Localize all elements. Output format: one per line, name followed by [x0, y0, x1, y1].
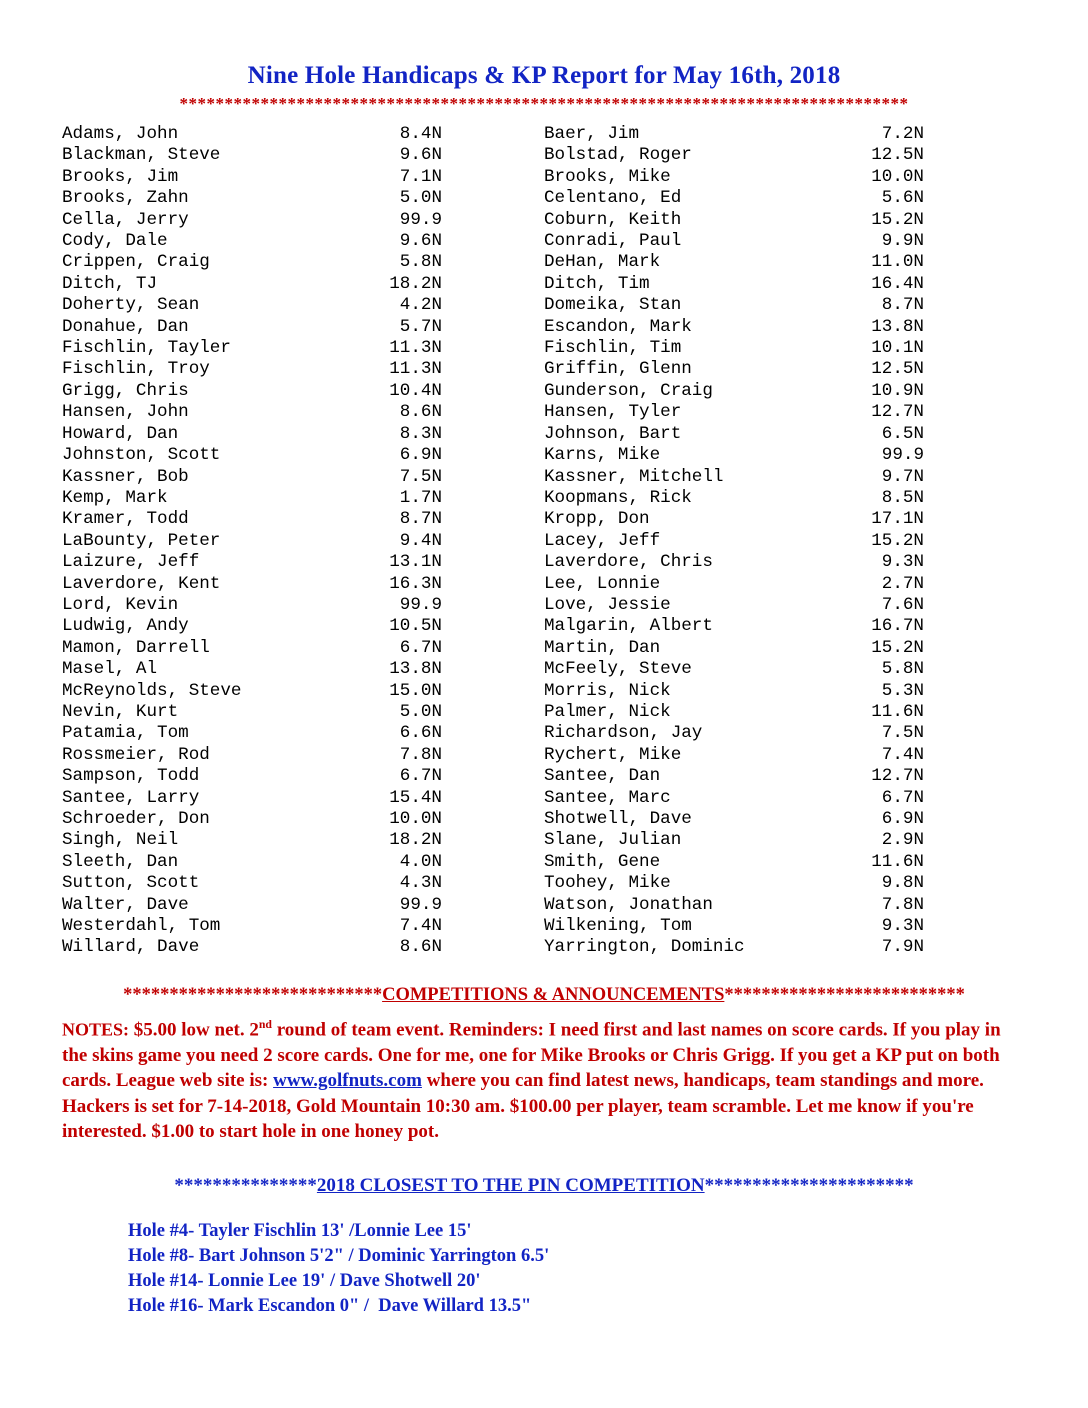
player-handicap: 6.6N [399, 723, 442, 744]
roster-entry-left [62, 681, 544, 702]
roster-entry-right [544, 595, 1026, 616]
player-name: Brooks, Zahn [62, 188, 189, 209]
player-name: Ditch, TJ [62, 273, 158, 294]
roster-entry-left [62, 574, 544, 595]
player-handicap: 7.5N [399, 466, 442, 487]
roster-entry-right [544, 616, 1026, 637]
roster-row [62, 274, 1026, 295]
roster-row [62, 359, 1026, 380]
player-handicap: 2.9N [881, 830, 924, 851]
roster-row [62, 616, 1026, 637]
player-name: Malgarin, Albert [544, 616, 713, 637]
roster-row [62, 424, 1026, 445]
player-name: Doherty, Sean [62, 295, 200, 316]
player-handicap: 7.8N [881, 894, 924, 915]
player-name: Johnson, Bart [544, 423, 682, 444]
player-name: Yarrington, Dominic [544, 937, 745, 958]
roster-entry-right [544, 402, 1026, 423]
roster-entry-right [544, 424, 1026, 445]
player-name: Palmer, Nick [544, 701, 671, 722]
roster-entry-right [544, 895, 1026, 916]
roster-entry-left [62, 509, 544, 530]
roster-row [62, 595, 1026, 616]
player-name: Cella, Jerry [62, 209, 189, 230]
player-handicap: 18.2N [389, 830, 442, 851]
ctp-line: Hole #8- Bart Johnson 5'2" / Dominic Yarrington 6.5' [128, 1245, 550, 1266]
roster-row [62, 402, 1026, 423]
roster-entry-right [544, 873, 1026, 894]
player-name: Kassner, Bob [62, 466, 189, 487]
player-name: Celentano, Ed [544, 188, 682, 209]
roster-entry-left [62, 317, 544, 338]
roster-entry-left [62, 488, 544, 509]
player-name: Martin, Dan [544, 637, 661, 658]
player-name: Smith, Gene [544, 851, 661, 872]
roster-entry-left [62, 124, 544, 145]
roster-entry-left [62, 937, 544, 958]
roster-row [62, 873, 1026, 894]
roster-entry-right [544, 766, 1026, 787]
player-name: Cody, Dale [62, 231, 168, 252]
roster-entry-right [544, 574, 1026, 595]
player-handicap: 16.3N [389, 573, 442, 594]
player-name: Westerdahl, Tom [62, 916, 221, 937]
notes-part1: $5.00 low net. 2 [129, 1019, 259, 1041]
notes-part2: round of team event. Reminders: I need first and last names on score cards. If you play in the skins game you need 2 score cards. One for me, one for Mike Brooks or Chris Grigg. If you get a KP put on both cards. League web site is: [62, 1019, 1001, 1092]
stars-left: **************************** [123, 984, 383, 1005]
roster-row [62, 509, 1026, 530]
roster-entry-right [544, 702, 1026, 723]
roster-entry-left [62, 252, 544, 273]
roster-row [62, 574, 1026, 595]
roster-entry-left [62, 381, 544, 402]
player-name: Watson, Jonathan [544, 894, 713, 915]
player-name: Schroeder, Don [62, 809, 210, 829]
roster-row [62, 295, 1026, 316]
player-handicap: 9.3N [881, 552, 924, 573]
player-handicap: 6.7N [881, 787, 924, 808]
roster-entry-left [62, 552, 544, 573]
player-handicap: 10.5N [389, 616, 442, 637]
roster-entry-right [544, 381, 1026, 402]
roster-entry-left [62, 659, 544, 680]
player-handicap: 9.6N [399, 231, 442, 252]
roster-entry-right [544, 317, 1026, 338]
roster-entry-right [544, 509, 1026, 530]
roster-entry-right [544, 124, 1026, 145]
player-handicap: 8.6N [399, 402, 442, 423]
roster-entry-right [544, 231, 1026, 252]
ctp-stars-right: ********************** [704, 1174, 914, 1196]
roster-entry-right [544, 531, 1026, 552]
player-handicap: 5.0N [399, 701, 442, 722]
player-name: Ditch, Tim [544, 273, 650, 294]
ctp-heading [0, 1175, 1088, 1197]
player-name: Blackman, Steve [62, 145, 221, 166]
ctp-line: Hole #16- Mark Escandon 0" / Dave Willard 13.5" [128, 1295, 532, 1316]
player-name: Conradi, Paul [544, 231, 682, 252]
player-name: Lee, Lonnie [544, 573, 661, 594]
roster-entry-left [62, 745, 544, 766]
player-handicap: 11.0N [871, 252, 924, 273]
player-handicap: 10.0N [871, 166, 924, 187]
player-handicap: 9.7N [881, 466, 924, 487]
roster-row [62, 445, 1026, 466]
player-handicap: 9.9N [881, 231, 924, 252]
player-handicap: 13.8N [871, 316, 924, 337]
player-name: Sampson, Todd [62, 766, 200, 787]
roster-entry-left [62, 638, 544, 659]
roster-entry-left [62, 873, 544, 894]
page-title: Nine Hole Handicaps & KP Report for May 16th, 2018 [247, 62, 841, 89]
player-name: Koopmans, Rick [544, 487, 692, 508]
roster-entry-left [62, 359, 544, 380]
player-name: Richardson, Jay [544, 723, 703, 744]
roster-row [62, 766, 1026, 787]
player-name: Love, Jessie [544, 594, 671, 615]
roster-row [62, 809, 1026, 830]
player-name: Sleeth, Dan [62, 851, 179, 872]
player-handicap: 13.1N [389, 552, 442, 573]
player-handicap: 7.8N [399, 744, 442, 765]
roster-row [62, 188, 1026, 209]
player-handicap: 7.4N [881, 744, 924, 765]
player-handicap: 12.7N [871, 402, 924, 423]
player-handicap: 6.9N [399, 445, 442, 466]
player-name: Johnston, Scott [62, 445, 221, 466]
roster-entry-left [62, 766, 544, 787]
roster-row [62, 252, 1026, 273]
roster-entry-left [62, 295, 544, 316]
player-name: Ludwig, Andy [62, 616, 189, 637]
player-name: Hansen, Tyler [544, 402, 682, 423]
player-handicap: 16.4N [871, 273, 924, 294]
roster-entry-left [62, 852, 544, 873]
ctp-results-list [0, 1219, 1088, 1319]
roster-entry-left [62, 830, 544, 851]
player-handicap: 5.8N [881, 659, 924, 680]
roster-entry-right [544, 638, 1026, 659]
player-handicap: 12.5N [871, 145, 924, 166]
player-handicap: 7.4N [399, 916, 442, 937]
roster-row [62, 488, 1026, 509]
player-name: Laverdore, Kent [62, 573, 221, 594]
player-handicap: 15.4N [389, 787, 442, 808]
player-name: Patamia, Tom [62, 723, 189, 744]
roster-entry-left [62, 788, 544, 809]
player-name: Bolstad, Roger [544, 145, 692, 166]
player-name: Lord, Kevin [62, 594, 179, 615]
player-handicap: 11.3N [389, 359, 442, 380]
player-name: Shotwell, Dave [544, 809, 692, 829]
player-name: Brooks, Jim [62, 166, 179, 187]
player-handicap: 4.2N [399, 295, 442, 316]
player-name: Kramer, Todd [62, 509, 189, 530]
roster-entry-left [62, 809, 544, 830]
player-name: Kropp, Don [544, 509, 650, 530]
player-handicap: 7.9N [881, 937, 924, 958]
notes-ordinal-suffix: nd [258, 1017, 272, 1031]
player-name: Escandon, Mark [544, 316, 692, 337]
roster-entry-right [544, 445, 1026, 466]
player-name: Laverdore, Chris [544, 552, 713, 573]
player-handicap: 10.0N [389, 809, 442, 829]
player-name: Sutton, Scott [62, 873, 200, 894]
roster-entry-left [62, 231, 544, 252]
player-handicap: 8.6N [399, 937, 442, 958]
player-name: Laizure, Jeff [62, 552, 200, 573]
player-name: Coburn, Keith [544, 209, 682, 230]
player-name: LaBounty, Peter [62, 530, 221, 551]
player-handicap: 10.1N [871, 338, 924, 359]
player-handicap: 9.4N [399, 530, 442, 551]
player-name: Fischlin, Troy [62, 359, 210, 380]
player-name: Rychert, Mike [544, 744, 682, 765]
roster-entry-right [544, 167, 1026, 188]
roster-row [62, 916, 1026, 937]
roster-row [62, 937, 1026, 958]
roster-entry-left [62, 616, 544, 637]
player-name: McFeely, Steve [544, 659, 692, 680]
roster-row [62, 124, 1026, 145]
player-name: Masel, Al [62, 659, 158, 680]
roster-entry-left [62, 338, 544, 359]
roster-row [62, 638, 1026, 659]
player-name: Morris, Nick [544, 680, 671, 701]
player-handicap: 5.7N [399, 316, 442, 337]
player-name: DeHan, Mark [544, 252, 661, 273]
roster-entry-left [62, 402, 544, 423]
roster-entry-right [544, 745, 1026, 766]
roster-entry-left [62, 916, 544, 937]
player-handicap: 10.9N [871, 380, 924, 401]
roster-row [62, 681, 1026, 702]
notes-part3: where you can find latest news, handicaps, team standings and more. Hackers is set for 7-14-2018, Gold Mountain 10:30 am. $100.00 per player, team scramble. Let me know if you're interested. $1.00 to start hole in one honey pot. [62, 1070, 984, 1143]
player-handicap: 4.3N [399, 873, 442, 894]
player-name: Fischlin, Tim [544, 338, 682, 359]
player-handicap: 10.4N [389, 380, 442, 401]
player-handicap: 15.2N [871, 209, 924, 230]
roster-entry-right [544, 488, 1026, 509]
player-name: Santee, Dan [544, 766, 661, 787]
player-handicap: 9.6N [399, 145, 442, 166]
roster-row [62, 210, 1026, 231]
ctp-line: Hole #4- Tayler Fischlin 13' /Lonnie Lee 15' [128, 1220, 472, 1241]
roster-entry-right [544, 937, 1026, 958]
player-name: Karns, Mike [544, 445, 661, 466]
player-handicap: 9.3N [881, 916, 924, 937]
stars-right: ************************** [724, 984, 965, 1005]
roster-entry-left [62, 210, 544, 231]
player-handicap: 15.0N [389, 680, 442, 701]
player-handicap: 99.9 [881, 445, 924, 466]
player-handicap: 5.3N [881, 680, 924, 701]
player-name: Grigg, Chris [62, 380, 189, 401]
player-name: McReynolds, Steve [62, 680, 242, 701]
roster-entry-left [62, 188, 544, 209]
player-handicap: 15.2N [871, 637, 924, 658]
roster-row [62, 145, 1026, 166]
player-handicap: 5.6N [881, 188, 924, 209]
player-handicap: 7.6N [881, 594, 924, 615]
player-handicap: 7.2N [881, 124, 924, 144]
roster-row [62, 830, 1026, 851]
roster-entry-right [544, 788, 1026, 809]
roster-row [62, 702, 1026, 723]
player-handicap: 13.8N [389, 659, 442, 680]
roster-entry-left [62, 467, 544, 488]
player-name: Donahue, Dan [62, 316, 189, 337]
roster-entry-right [544, 681, 1026, 702]
roster-entry-right [544, 145, 1026, 166]
roster-entry-left [62, 145, 544, 166]
player-handicap: 8.3N [399, 423, 442, 444]
roster-row [62, 531, 1026, 552]
notes-label: NOTES: [62, 1019, 130, 1040]
roster-entry-right [544, 338, 1026, 359]
player-name: Toohey, Mike [544, 873, 671, 894]
roster-entry-right [544, 916, 1026, 937]
roster-row [62, 895, 1026, 916]
player-handicap: 17.1N [871, 509, 924, 530]
roster-entry-right [544, 809, 1026, 830]
player-handicap: 5.8N [399, 252, 442, 273]
player-name: Kemp, Mark [62, 487, 168, 508]
player-handicap: 6.5N [881, 423, 924, 444]
player-handicap: 12.7N [871, 766, 924, 787]
player-name: Santee, Marc [544, 787, 671, 808]
player-name: Wilkening, Tom [544, 916, 692, 937]
roster-row [62, 467, 1026, 488]
roster-row [62, 167, 1026, 188]
roster-entry-left [62, 895, 544, 916]
roster-entry-right [544, 188, 1026, 209]
player-handicap: 15.2N [871, 530, 924, 551]
player-name: Mamon, Darrell [62, 637, 210, 658]
roster-entry-right [544, 723, 1026, 744]
player-name: Lacey, Jeff [544, 530, 661, 551]
ctp-line: Hole #14- Lonnie Lee 19' / Dave Shotwell 20' [128, 1270, 481, 1291]
roster-entry-right [544, 295, 1026, 316]
notes-paragraph [0, 1012, 1088, 1145]
player-handicap: 99.9 [399, 894, 442, 915]
star-divider-top: ********************************************************************************* [179, 94, 909, 113]
golfnuts-link[interactable]: www.golfnuts.com [273, 1070, 422, 1092]
roster-entry-right [544, 852, 1026, 873]
roster-row [62, 338, 1026, 359]
player-handicap: 9.8N [881, 873, 924, 894]
roster-entry-left [62, 595, 544, 616]
player-handicap: 11.6N [871, 701, 924, 722]
player-handicap: 12.5N [871, 359, 924, 380]
player-name: Singh, Neil [62, 830, 179, 851]
roster-entry-right [544, 467, 1026, 488]
roster-row [62, 552, 1026, 573]
player-handicap: 99.9 [399, 594, 442, 615]
player-name: Santee, Larry [62, 787, 200, 808]
player-name: Crippen, Craig [62, 252, 210, 273]
player-handicap: 1.7N [399, 487, 442, 508]
player-handicap: 99.9 [399, 209, 442, 230]
player-handicap: 2.7N [881, 573, 924, 594]
roster-entry-left [62, 723, 544, 744]
player-name: Baer, Jim [544, 124, 640, 144]
roster-entry-right [544, 830, 1026, 851]
handicap-roster [0, 124, 1088, 959]
player-name: Griffin, Glenn [544, 359, 692, 380]
roster-entry-right [544, 210, 1026, 231]
player-handicap: 8.7N [399, 509, 442, 530]
roster-entry-right [544, 252, 1026, 273]
competitions-heading-text: COMPETITIONS & ANNOUNCEMENTS [382, 984, 725, 1005]
roster-row [62, 317, 1026, 338]
player-name: Domeika, Stan [544, 295, 682, 316]
player-handicap: 8.4N [399, 124, 442, 144]
player-name: Brooks, Mike [544, 166, 671, 187]
player-handicap: 7.1N [399, 166, 442, 187]
player-handicap: 16.7N [871, 616, 924, 637]
roster-row [62, 723, 1026, 744]
roster-entry-left [62, 702, 544, 723]
roster-entry-left [62, 531, 544, 552]
player-handicap: 5.0N [399, 188, 442, 209]
player-handicap: 4.0N [399, 851, 442, 872]
roster-row [62, 852, 1026, 873]
player-handicap: 8.7N [881, 295, 924, 316]
player-handicap: 6.9N [881, 809, 924, 829]
roster-row [62, 381, 1026, 402]
player-name: Willard, Dave [62, 937, 200, 958]
player-name: Hansen, John [62, 402, 189, 423]
roster-entry-right [544, 359, 1026, 380]
player-handicap: 11.6N [871, 851, 924, 872]
roster-entry-left [62, 424, 544, 445]
player-name: Rossmeier, Rod [62, 744, 210, 765]
player-handicap: 8.5N [881, 487, 924, 508]
player-name: Howard, Dan [62, 423, 179, 444]
roster-entry-left [62, 274, 544, 295]
player-name: Slane, Julian [544, 830, 682, 851]
roster-row [62, 788, 1026, 809]
player-handicap: 11.3N [389, 338, 442, 359]
player-handicap: 18.2N [389, 273, 442, 294]
roster-row [62, 659, 1026, 680]
roster-entry-right [544, 659, 1026, 680]
player-name: Fischlin, Tayler [62, 338, 231, 359]
roster-row [62, 745, 1026, 766]
player-name: Walter, Dave [62, 894, 189, 915]
player-name: Nevin, Kurt [62, 701, 179, 722]
player-name: Kassner, Mitchell [544, 466, 724, 487]
player-name: Adams, John [62, 124, 179, 144]
competitions-heading [0, 985, 1088, 1006]
roster-entry-right [544, 552, 1026, 573]
ctp-stars-left: *************** [174, 1174, 317, 1196]
ctp-heading-text: 2018 CLOSEST TO THE PIN COMPETITION [316, 1174, 705, 1196]
player-handicap: 7.5N [881, 723, 924, 744]
roster-entry-left [62, 167, 544, 188]
player-handicap: 6.7N [399, 766, 442, 787]
roster-entry-left [62, 445, 544, 466]
player-handicap: 6.7N [399, 637, 442, 658]
player-name: Gunderson, Craig [544, 380, 713, 401]
roster-row [62, 231, 1026, 252]
roster-entry-right [544, 274, 1026, 295]
